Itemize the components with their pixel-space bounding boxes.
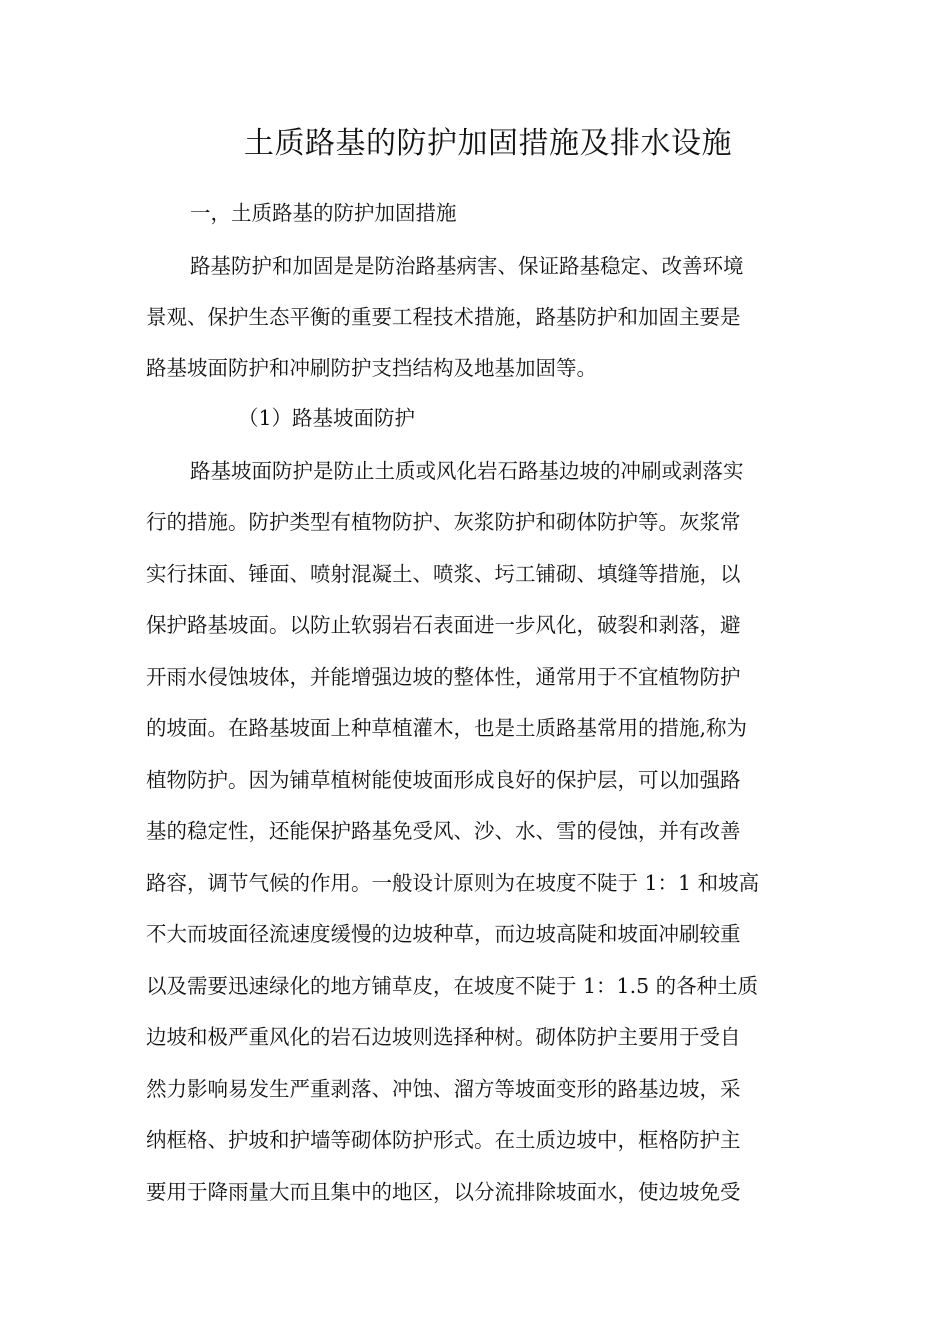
paragraph-line: 不大而坡面径流速度缓慢的边坡种草，而边坡高陡和坡面冲刷较重	[146, 922, 741, 946]
paragraph-line: 然力影响易发生严重剥落、冲蚀、溜方等坡面变形的路基边坡，采	[146, 1077, 741, 1101]
paragraph-line: 保护路基坡面。以防止软弱岩石表面进一步风化，破裂和剥落，避	[146, 613, 741, 637]
paragraph-line: 景观、保护生态平衡的重要工程技术措施，路基防护和加固主要是	[146, 305, 741, 329]
paragraph-line: 路容，调节气候的作用。一般设计原则为在坡度不陡于 1：1 和坡高	[146, 871, 760, 895]
paragraph-line: 路基防护和加固是是防治路基病害、保证路基稳定、改善环境	[190, 254, 744, 278]
paragraph-line: 纳框格、护坡和护墙等砌体防护形式。在土质边坡中，框格防护主	[146, 1128, 741, 1152]
paragraph-line: 路基坡面防护和冲刷防护支挡结构及地基加固等。	[146, 356, 597, 380]
paragraph-line: 行的措施。防护类型有植物防护、灰浆防护和砌体防护等。灰浆常	[146, 510, 741, 534]
document-title: 土质路基的防护加固措施及排水设施	[244, 126, 732, 161]
paragraph-line: 的坡面。在路基坡面上种草植灌木，也是土质路基常用的措施,称为	[146, 716, 748, 740]
paragraph-line: 植物防护。因为铺草植树能使坡面形成良好的保护层，可以加强路	[146, 768, 741, 792]
section-heading: 一，土质路基的防护加固措施	[190, 201, 457, 225]
paragraph-line: 要用于降雨量大而且集中的地区，以分流排除坡面水，使边坡免受	[146, 1180, 741, 1204]
paragraph-line: 开雨水侵蚀坡体，并能增强边坡的整体性，通常用于不宜植物防护	[146, 665, 741, 689]
paragraph-line: 以及需要迅速绿化的地方铺草皮，在坡度不陡于 1：1.5 的各种土质	[146, 974, 759, 998]
paragraph-line: 实行抹面、锤面、喷射混凝土、喷浆、圬工铺砌、填缝等措施，以	[146, 562, 741, 586]
paragraph-line: 基的稳定性，还能保护路基免受风、沙、水、雪的侵蚀，并有改善	[146, 819, 741, 843]
paragraph-line: 路基坡面防护是防止土质或风化岩石路基边坡的冲刷或剥落实	[190, 459, 744, 483]
paragraph-line: 边坡和极严重风化的岩石边坡则选择种树。砌体防护主要用于受自	[146, 1025, 741, 1049]
subsection-heading: （1）路基坡面防护	[238, 406, 416, 430]
